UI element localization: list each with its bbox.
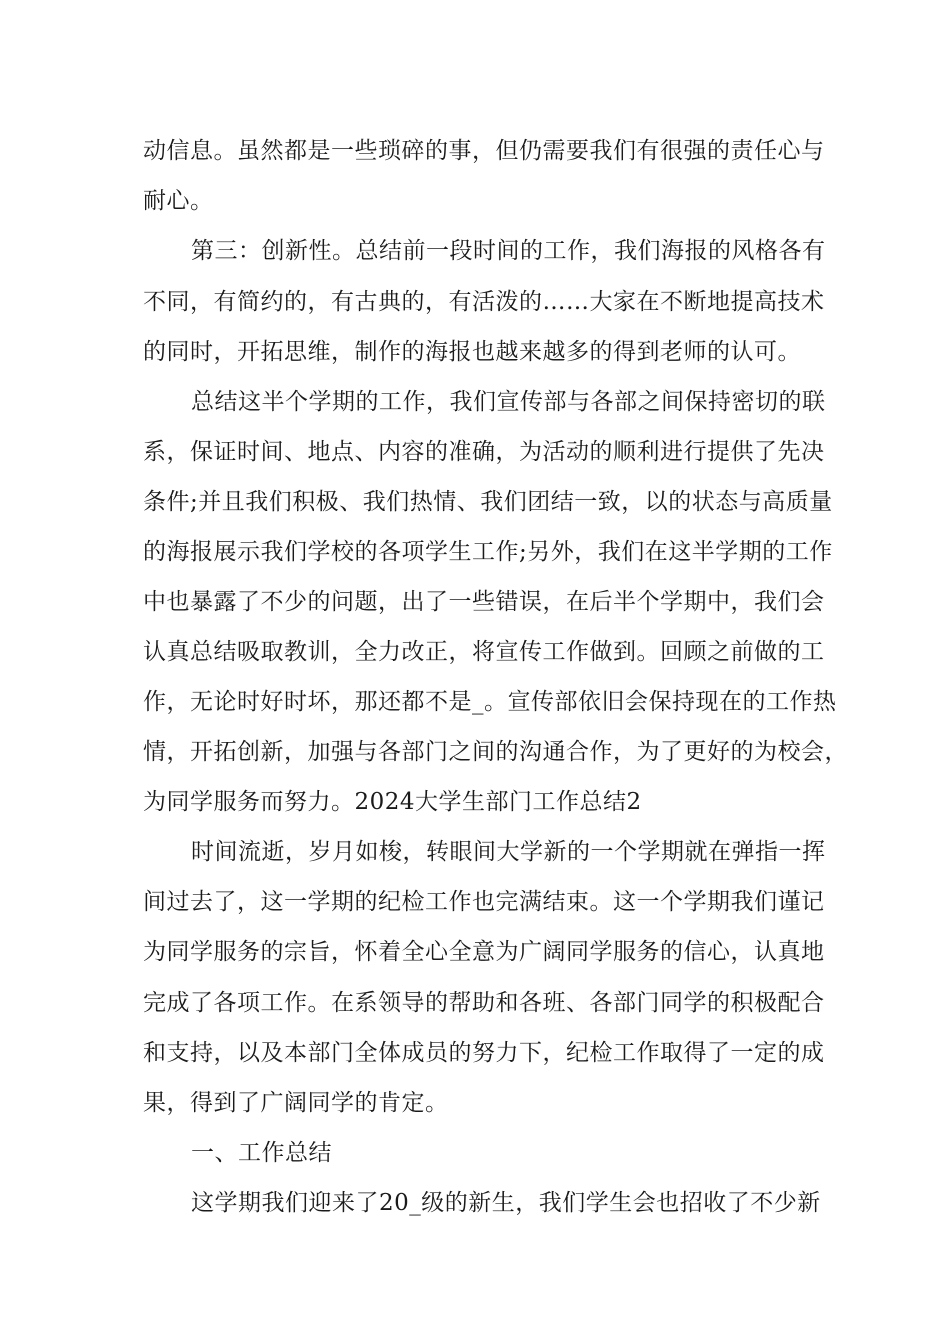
text-line: 和支持，以及本部门全体成员的努力下，纪检工作取得了一定的成 — [143, 1040, 825, 1066]
text-line: 为同学服务而努力。2024大学生部门工作总结2 — [143, 789, 642, 815]
paragraph-start-line: 时间流逝，岁月如梭，转眼间大学新的一个学期就在弹指一挥 — [191, 839, 826, 865]
text-line: 的同时，开拓思维，制作的海报也越来越多的得到老师的认可。 — [143, 339, 801, 365]
text-line: 作，无论时好时坏，那还都不是_。宣传部依旧会保持现在的工作热 — [143, 689, 837, 715]
text-line: 间过去了，这一学期的纪检工作也完满结束。这一个学期我们谨记 — [143, 889, 825, 915]
paragraph-start-line: 总结这半个学期的工作，我们宣传部与各部之间保持密切的联 — [191, 389, 826, 415]
text-line: 情，开拓创新，加强与各部门之间的沟通合作，为了更好的为校会， — [143, 739, 848, 765]
section-heading: 一、工作总结 — [191, 1140, 332, 1166]
text-line: 完成了各项工作。在系领导的帮助和各班、各部门同学的积极配合 — [143, 990, 825, 1016]
text-line: 系，保证时间、地点、内容的准确，为活动的顺利进行提供了先决 — [143, 439, 825, 465]
text-line: 动信息。虽然都是一些琐碎的事，但仍需要我们有很强的责任心与 — [143, 138, 825, 164]
text-line: 耐心。 — [143, 188, 214, 214]
text-line: 不同，有简约的，有古典的，有活泼的……大家在不断地提高技术 — [143, 289, 825, 315]
text-line: 为同学服务的宗旨，怀着全心全意为广阔同学服务的信心，认真地 — [143, 939, 825, 965]
text-line: 果，得到了广阔同学的肯定。 — [143, 1090, 449, 1116]
text-line: 中也暴露了不少的问题，出了一些错误，在后半个学期中，我们会 — [143, 589, 825, 615]
text-line: 的海报展示我们学校的各项学生工作;另外，我们在这半学期的工作 — [143, 539, 833, 565]
paragraph-start-line: 这学期我们迎来了20_级的新生，我们学生会也招收了不少新 — [191, 1190, 821, 1216]
text-line: 条件;并且我们积极、我们热情、我们团结一致，以的状态与高质量 — [143, 489, 833, 515]
text-line: 认真总结吸取教训，全力改正，将宣传工作做到。回顾之前做的工 — [143, 639, 825, 665]
paragraph-start-line: 第三：创新性。总结前一段时间的工作，我们海报的风格各有 — [191, 238, 826, 264]
